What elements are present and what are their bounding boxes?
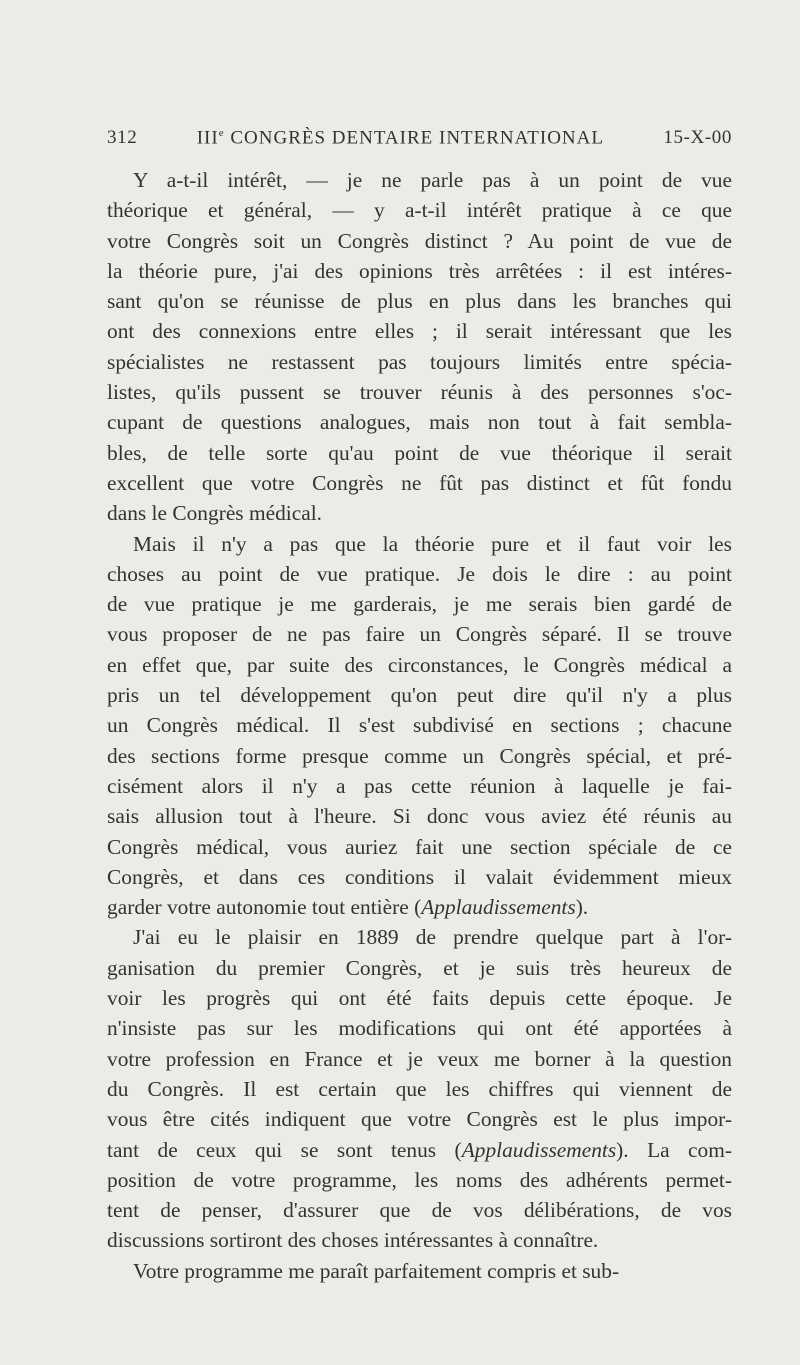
body-text: [107, 165, 732, 1286]
page-number: 312: [107, 127, 138, 149]
text-line: J'ai eu le plaisir en 1889 de prendre quelque part à l'or-: [133, 925, 732, 950]
text-line: ont des connexions entre elles ; il serait intéressant que les: [107, 319, 732, 344]
text-line: Votre programme me paraît parfaitement compris et sub-: [133, 1258, 620, 1283]
paragraph: [107, 1256, 732, 1286]
text-line: bles, de telle sorte qu'au point de vue théorique il serait: [107, 440, 732, 465]
text-line: du Congrès. Il est certain que les chiffres qui viennent de: [107, 1076, 732, 1101]
running-head: [107, 127, 732, 149]
text-line: vous proposer de ne pas faire un Congrès séparé. Il se trouve: [107, 622, 732, 647]
applause-emphasis: Applaudissements: [461, 1137, 617, 1162]
text-line: dans le Congrès médical.: [107, 501, 323, 526]
text-line: spécialistes ne restassent pas toujours limités entre spécia-: [107, 349, 732, 374]
text-line: garder votre autonomie tout entière (Applaudissements).: [107, 895, 589, 920]
text-line: Mais il n'y a pas que la théorie pure et il faut voir les: [133, 531, 732, 556]
text-line: un Congrès médical. Il s'est subdivisé en sections ; chacune: [107, 713, 732, 738]
text-line: vous être cités indiquent que votre Congrès est le plus impor-: [107, 1107, 732, 1132]
text-line: tant de ceux qui se sont tenus (Applaudissements). La com-: [107, 1137, 732, 1162]
paragraph: [107, 165, 732, 529]
text-line: votre profession en France et je veux me borner à la question: [107, 1046, 732, 1071]
running-title: [197, 127, 604, 149]
text-line: sais allusion tout à l'heure. Si donc vous aviez été réunis au: [107, 804, 732, 829]
text-line: de vue pratique je me garderais, je me serais bien gardé de: [107, 592, 732, 617]
paragraph: [107, 529, 732, 923]
text-line: Congrès médical, vous auriez fait une section spéciale de ce: [107, 834, 732, 859]
running-title-text: CONGRÈS DENTAIRE INTERNATIONAL: [224, 127, 604, 149]
text-line: ganisation du premier Congrès, et je suis très heureux de: [107, 955, 732, 980]
text-line: votre Congrès soit un Congrès distinct ? Au point de vue de: [107, 228, 732, 253]
text-line: tent de penser, d'assurer que de vos délibérations, de vos: [107, 1198, 732, 1223]
text-line: voir les progrès qui ont été faits depuis cette époque. Je: [107, 986, 732, 1011]
running-title-prefix: III: [196, 127, 219, 149]
text-line: en effet que, par suite des circonstances, le Congrès médical a: [107, 652, 732, 677]
text-line: n'insiste pas sur les modifications qui ont été apportées à: [107, 1016, 732, 1041]
text-line: théorique et général, — y a-t-il intérêt pratique à ce que: [107, 198, 732, 223]
running-date: 15-X-00: [663, 127, 732, 149]
text-line: Congrès, et dans ces conditions il valait évidemment mieux: [107, 864, 732, 889]
paragraph: [107, 922, 732, 1255]
text-line: discussions sortiront des choses intéressantes à connaître.: [107, 1228, 599, 1253]
text-line: des sections forme presque comme un Congrès spécial, et pré-: [107, 743, 732, 768]
text-line: position de votre programme, les noms des adhérents permet-: [107, 1167, 732, 1192]
text-line: listes, qu'ils pussent se trouver réunis à des personnes s'oc-: [107, 380, 732, 405]
text-line: sant qu'on se réunisse de plus en plus dans les branches qui: [107, 289, 732, 314]
text-line: cupant de questions analogues, mais non tout à fait sembla-: [107, 410, 732, 435]
text-line: la théorie pure, j'ai des opinions très arrêtées : il est intéres-: [107, 258, 732, 283]
text-line: cisément alors il n'y a pas cette réunion à laquelle je fai-: [107, 773, 732, 798]
text-line: excellent que votre Congrès ne fût pas distinct et fût fondu: [107, 470, 732, 495]
running-title-sup: e: [218, 127, 225, 139]
applause-emphasis: Applaudissements: [421, 895, 576, 920]
text-line: pris un tel développement qu'on peut dire qu'il n'y a plus: [107, 683, 732, 708]
text-line: Y a-t-il intérêt, — je ne parle pas à un point de vue: [133, 168, 732, 192]
text-line: choses au point de vue pratique. Je dois le dire : au point: [107, 561, 732, 586]
